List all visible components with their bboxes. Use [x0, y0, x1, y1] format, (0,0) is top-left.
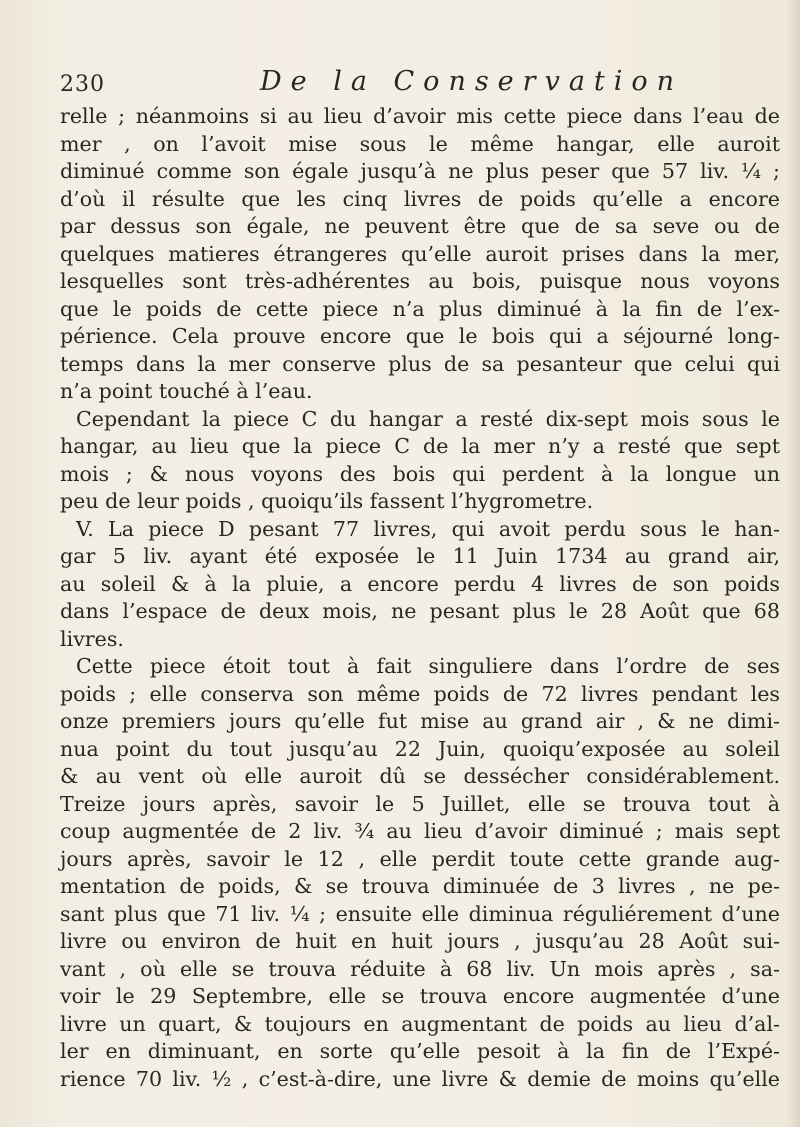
- text-line: diminué comme son égale jusqu’à ne plus peser que 57 liv. ¼ ;: [60, 159, 780, 183]
- paragraph-start-line: Cependant la piece C du hangar a resté dix-sept mois sous le: [76, 406, 780, 431]
- running-head: [60, 66, 760, 100]
- text-line: que le poids de cette piece n’a plus diminué à la fin de l’ex-: [60, 296, 780, 321]
- running-title: De la Conservation: [260, 66, 684, 97]
- paragraph-start-line: V. La piece D pesant 77 livres, qui avoit perdu sous le han-: [76, 516, 780, 541]
- text-line: sant plus que 71 liv. ¼ ; ensuite elle diminua réguliérement d’une: [60, 901, 780, 926]
- text-line: rience 70 liv. ½ , c’est-à-dire, une livre & demie de moins qu’elle: [60, 1066, 780, 1091]
- text-line: hangar, au lieu que la piece C de la mer n’y a resté que sept: [60, 434, 780, 458]
- text-line: Treize jours après, savoir le 5 Juillet, elle se trouva tout à: [60, 791, 780, 816]
- text-line: temps dans la mer conserve plus de sa pesanteur que celui qui: [60, 351, 780, 376]
- text-line: peu de leur poids , quoiqu’ils fassent l’hygrometre.: [60, 489, 594, 513]
- text-line: mois ; & nous voyons des bois qui perdent à la longue un: [60, 461, 780, 486]
- page-edge-shadow: [786, 0, 800, 1127]
- text-line: par dessus son égale, ne peuvent être que de sa seve ou de: [60, 214, 780, 238]
- paragraph-start-line: Cette piece étoit tout à fait singuliere dans l’ordre de ses: [76, 654, 780, 678]
- text-line: relle ; néanmoins si au lieu d’avoir mis cette piece dans l’eau de: [60, 104, 780, 128]
- text-line: au soleil & à la pluie, a encore perdu 4 livres de son poids: [60, 571, 780, 596]
- text-line: poids ; elle conserva son même poids de 72 livres pendant les: [60, 681, 780, 706]
- text-line: nua point du tout jusqu’au 22 Juin, quoiqu’exposée au soleil: [60, 736, 780, 761]
- text-line: jours après, savoir le 12 , elle perdit toute cette grande aug-: [60, 846, 780, 871]
- page-number: 230: [60, 72, 105, 97]
- text-line: mer , on l’avoit mise sous le même hangar, elle auroit: [60, 131, 780, 156]
- text-line: n’a point touché à l’eau.: [60, 379, 313, 403]
- text-line: livre un quart, & toujours en augmentant de poids au lieu d’al-: [60, 1011, 780, 1036]
- text-line: livre ou environ de huit en huit jours , jusqu’au 28 Août sui-: [60, 929, 780, 953]
- text-line: voir le 29 Septembre, elle se trouva encore augmentée d’une: [60, 984, 780, 1008]
- text-line: livres.: [60, 626, 124, 651]
- text-line: coup augmentée de 2 liv. ¾ au lieu d’avoir diminué ; mais sept: [60, 819, 780, 843]
- text-line: lesquelles sont très-adhérentes au bois, puisque nous voyons: [60, 269, 780, 293]
- text-line: gar 5 liv. ayant été exposée le 11 Juin 1734 au grand air,: [60, 544, 780, 568]
- text-line: & au vent où elle auroit dû se dessécher considérablement.: [60, 764, 780, 788]
- text-line: dans l’espace de deux mois, ne pesant plus le 28 Août que 68: [60, 599, 780, 623]
- text-line: mentation de poids, & se trouva diminuée de 3 livres , ne pe-: [60, 874, 780, 898]
- body-text: [60, 103, 780, 1093]
- text-line: d’où il résulte que les cinq livres de poids qu’elle a encore: [60, 186, 780, 211]
- text-line: onze premiers jours qu’elle fut mise au grand air , & ne dimi-: [60, 709, 780, 733]
- text-line: quelques matieres étrangeres qu’elle auroit prises dans la mer,: [60, 241, 780, 266]
- text-line: vant , où elle se trouva réduite à 68 liv. Un mois après , sa-: [60, 956, 780, 981]
- text-line: ler en diminuant, en sorte qu’elle pesoit à la fin de l’Expé-: [60, 1039, 780, 1063]
- text-line: périence. Cela prouve encore que le bois qui a séjourné long-: [60, 324, 780, 348]
